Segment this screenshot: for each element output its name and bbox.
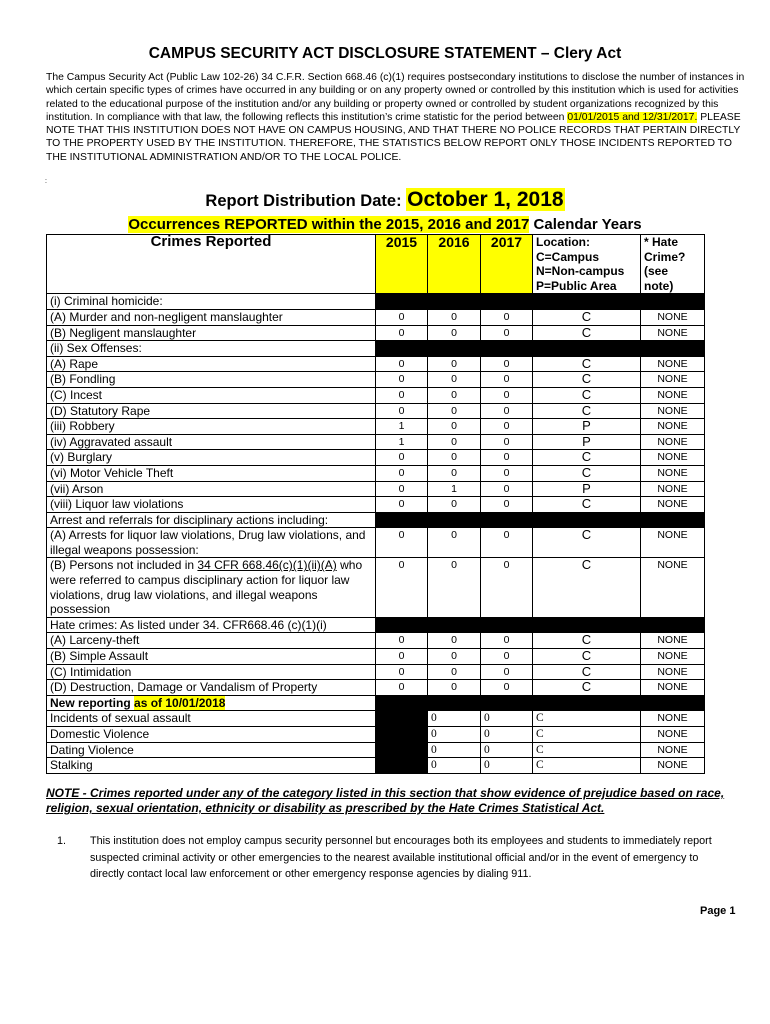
count-2016: 0 [428,727,481,743]
count-2016: 0 [428,528,481,558]
count-2015: 0 [376,387,428,403]
location-code: C [533,742,641,758]
count-2015: 1 [376,419,428,435]
count-2017: 0 [481,481,533,497]
count-2016: 0 [428,419,481,435]
section-shading [376,512,705,528]
header-hate-line: (see [644,264,669,279]
crime-label: Domestic Violence [47,727,376,743]
location-code: C [533,450,641,466]
count-2016: 0 [428,742,481,758]
header-hate-line: * Hate [644,235,679,249]
section-shading [376,341,705,357]
count-2016: 0 [428,633,481,649]
table-row [47,419,705,435]
intro-period-highlight: 01/01/2015 and 12/31/2017. [567,111,698,123]
hate-crime-value: NONE [641,711,705,727]
header-hate-line: Crime? [644,249,686,264]
header-hate-line: note) [644,278,674,293]
count-2016: 0 [428,711,481,727]
crime-label: (vii) Arson [47,481,376,497]
occurrences-highlight: Occurrences REPORTED within the 2015, 2016 and 2017 [128,216,530,233]
count-2015: 0 [376,403,428,419]
count-2016: 0 [428,434,481,450]
crime-statistics-table [46,234,705,774]
header-year-2016-text: 2016 [438,234,470,250]
hate-crime-value: NONE [641,309,705,325]
count-2017: 0 [481,309,533,325]
table-row [47,387,705,403]
hate-crime-value: NONE [641,372,705,388]
count-2017: 0 [481,711,533,727]
table-row [47,481,705,497]
section-label [47,695,376,711]
report-date-label: Report Distribution Date: [205,192,407,210]
crime-label: (iv) Aggravated assault [47,434,376,450]
hate-crime-value: NONE [641,528,705,558]
section-row [47,512,705,528]
section-row [47,695,705,711]
table-row [47,758,705,774]
hate-crime-value: NONE [641,758,705,774]
section-shading [376,294,705,310]
count-2015-blocked [376,758,428,774]
hate-crime-value: NONE [641,497,705,513]
count-2016: 0 [428,497,481,513]
count-2017: 0 [481,497,533,513]
section-shading [376,617,705,633]
count-2015-blocked [376,711,428,727]
crime-label: (A) Murder and non-negligent manslaughter [47,309,376,325]
count-2017: 0 [481,325,533,341]
count-2015: 0 [376,325,428,341]
hate-crime-value: NONE [641,325,705,341]
location-code: P [533,419,641,435]
occurrences-heading [0,216,770,233]
count-2017: 0 [481,558,533,617]
location-code: P [533,481,641,497]
header-year-2015-text: 2015 [385,234,418,250]
crime-label: (D) Statutory Rape [47,403,376,419]
table-row [47,450,705,466]
count-2015: 0 [376,497,428,513]
count-2016: 0 [428,403,481,419]
location-code: C [533,664,641,680]
header-location [533,235,641,294]
table-row [47,465,705,481]
count-2016: 0 [428,450,481,466]
page-title: CAMPUS SECURITY ACT DISCLOSURE STATEMENT – Clery Act [148,45,622,62]
list-item [57,833,717,883]
section-shading [376,695,705,711]
location-code: C [533,558,641,617]
hate-crime-value: NONE [641,664,705,680]
table-row [47,434,705,450]
table-row [47,680,705,696]
header-year-2016 [428,235,481,294]
count-2016: 0 [428,356,481,372]
location-code: C [533,497,641,513]
page-number: Page 1 [700,905,736,917]
count-2017: 0 [481,649,533,665]
table-row [47,727,705,743]
count-2017: 0 [481,434,533,450]
new-reporting-label: New reporting [50,695,135,710]
crime-label: Dating Violence [47,742,376,758]
hate-crime-value: NONE [641,403,705,419]
hate-crime-value: NONE [641,649,705,665]
crime-label [47,558,376,617]
count-2015: 0 [376,450,428,466]
header-location-line: N=Non-campus [536,264,625,279]
intro-paragraph [46,71,746,164]
header-hate-crime [641,235,705,294]
location-code: C [533,633,641,649]
count-2016: 0 [428,558,481,617]
hate-crime-value: NONE [641,387,705,403]
table-row [47,528,705,558]
count-2016: 0 [428,664,481,680]
location-code: C [533,465,641,481]
location-code: C [533,711,641,727]
count-2017: 0 [481,633,533,649]
count-2017: 0 [481,742,533,758]
count-2015: 0 [376,481,428,497]
crime-label: (A) Larceny-theft [47,633,376,649]
table-row [47,356,705,372]
count-2017: 0 [481,419,533,435]
crime-label: (A) Rape [47,356,376,372]
count-2017: 0 [481,387,533,403]
crime-label: (v) Burglary [47,450,376,466]
list-item-number: 1. [57,835,67,847]
header-year-2017-text: 2017 [490,234,523,250]
table-row [47,711,705,727]
location-code: C [533,309,641,325]
count-2015: 0 [376,465,428,481]
crime-label: (C) Intimidation [47,664,376,680]
list-item-text: This institution does not employ campus security personnel but encourages both its employees and students to immediately report suspected criminal activity or other emergencies to the nearest available institutional official and/or in the event of emergency to directly contact local law enforcement or other emergency response agencies by dialing 911. [90,835,712,880]
location-code: C [533,372,641,388]
hate-crime-value: NONE [641,450,705,466]
crime-label: (C) Incest [47,387,376,403]
count-2017: 0 [481,528,533,558]
count-2015: 0 [376,528,428,558]
location-code: C [533,387,641,403]
new-reporting-date: as of 10/01/2018 [134,695,226,710]
hate-crime-value: NONE [641,727,705,743]
hate-crime-value: NONE [641,465,705,481]
count-2015-blocked [376,742,428,758]
location-code: C [533,356,641,372]
table-row [47,742,705,758]
location-code: C [533,528,641,558]
count-2016: 0 [428,387,481,403]
count-2015: 1 [376,434,428,450]
section-row [47,294,705,310]
hate-crime-note: NOTE - Crimes reported under any of the category listed in this section that show evidence of prejudice based on race, religion, sexual orientation, ethnicity or disability as prescribed by the Hate Crimes Statistical Act. [46,786,725,816]
count-2015: 0 [376,558,428,617]
count-2016: 0 [428,758,481,774]
hate-crime-value: NONE [641,680,705,696]
report-distribution-date [0,188,770,212]
count-2017: 0 [481,727,533,743]
table-row [47,558,705,617]
report-date-value: October 1, 2018 [407,188,564,211]
table-row [47,372,705,388]
crime-label: Stalking [47,758,376,774]
hate-crime-value: NONE [641,558,705,617]
table-row [47,325,705,341]
occurrences-rest: Calendar Years [529,216,642,233]
header-location-line: P=Public Area [536,278,617,293]
count-2017: 0 [481,356,533,372]
count-2017: 0 [481,465,533,481]
count-2015: 0 [376,309,428,325]
header-year-2017 [481,235,533,294]
persons-label-end: who were referred to campus disciplinary action for liquor law violations, drug law violations, and illegal weapons possession [50,558,363,617]
persons-label-start: (B) Persons not included in [50,558,198,573]
location-code: C [533,727,641,743]
crime-label: (B) Negligent manslaughter [47,325,376,341]
section-row [47,341,705,357]
hate-crime-value: NONE [641,356,705,372]
count-2017: 0 [481,664,533,680]
location-code: C [533,680,641,696]
intro-text-start: The Campus Security Act (Public Law 102-26) 34 C.F.R. Section 668.46 (c)(1) requires postsecondary institutions to disclose the number of instances in which certain specific types of crimes have occurred in any building or on any property owned or controlled by this institution which is used for activities related to the educational purpose of the institution and/or any building or property owned or controlled by student organizations recognized by this institution. In compliance with that law, the following reflects this institution’s crime statistic for the period between [46,72,745,123]
count-2016: 0 [428,325,481,341]
count-2015: 0 [376,664,428,680]
table-row [47,649,705,665]
count-2015-blocked [376,727,428,743]
table-row [47,309,705,325]
location-code: C [533,649,641,665]
section-label: Hate crimes: As listed under 34. CFR668.46 (c)(1)(i) [47,617,376,633]
hate-crime-value: NONE [641,434,705,450]
count-2017: 0 [481,403,533,419]
count-2016: 1 [428,481,481,497]
intro-text-end: PLEASE NOTE THAT THIS INSTITUTION DOES NOT HAVE ON CAMPUS HOUSING, AND THAT THERE NO POLICE RECORDS THAT PERTAIN DIRECTLY TO THE PROPERTY USED BY THE INSTITUTION. THEREFORE, THE STATISTICS BELOW REPORT ONLY THOSE INCIDENTS REPORTED TO THE INSTITUTIONAL ADMINISTRATION AND/OR TO THE LOCAL POLICE. [46,111,741,163]
table-row [47,403,705,419]
location-code: C [533,403,641,419]
header-crimes-reported: Crimes Reported [47,235,376,294]
section-label: (ii) Sex Offenses: [47,341,376,357]
location-code: C [533,758,641,774]
header-location-line: Location: [536,235,590,249]
count-2015: 0 [376,356,428,372]
location-code: P [533,434,641,450]
crime-label: (B) Fondling [47,372,376,388]
count-2017: 0 [481,372,533,388]
count-2017: 0 [481,450,533,466]
count-2016: 0 [428,372,481,388]
count-2016: 0 [428,465,481,481]
count-2015: 0 [376,633,428,649]
crime-label: (viii) Liquor law violations [47,497,376,513]
count-2017: 0 [481,758,533,774]
crime-label: (iii) Robbery [47,419,376,435]
persons-label-citation: 34 CFR 668.46(c)(1)(ii)(A) [197,558,337,573]
count-2016: 0 [428,680,481,696]
location-code: C [533,325,641,341]
crime-label: (D) Destruction, Damage or Vandalism of Property [47,680,376,696]
crime-label: (A) Arrests for liquor law violations, Drug law violations, and illegal weapons possession: [47,528,376,558]
section-label: (i) Criminal homicide: [47,294,376,310]
hate-crime-value: NONE [641,633,705,649]
count-2015: 0 [376,680,428,696]
count-2016: 0 [428,309,481,325]
crime-label: Incidents of sexual assault [47,711,376,727]
hate-crime-value: NONE [641,742,705,758]
header-year-2015 [376,235,428,294]
colon-mark: : [45,178,47,185]
hate-crime-value: NONE [641,419,705,435]
hate-crime-value: NONE [641,481,705,497]
crime-label: (B) Simple Assault [47,649,376,665]
count-2017: 0 [481,680,533,696]
table-header-row [47,235,705,294]
header-location-line: C=Campus [536,249,600,264]
section-label: Arrest and referrals for disciplinary actions including: [47,512,376,528]
table-row [47,664,705,680]
table-row [47,633,705,649]
count-2015: 0 [376,649,428,665]
crime-label: (vi) Motor Vehicle Theft [47,465,376,481]
count-2016: 0 [428,649,481,665]
table-row [47,497,705,513]
section-row [47,617,705,633]
count-2015: 0 [376,372,428,388]
